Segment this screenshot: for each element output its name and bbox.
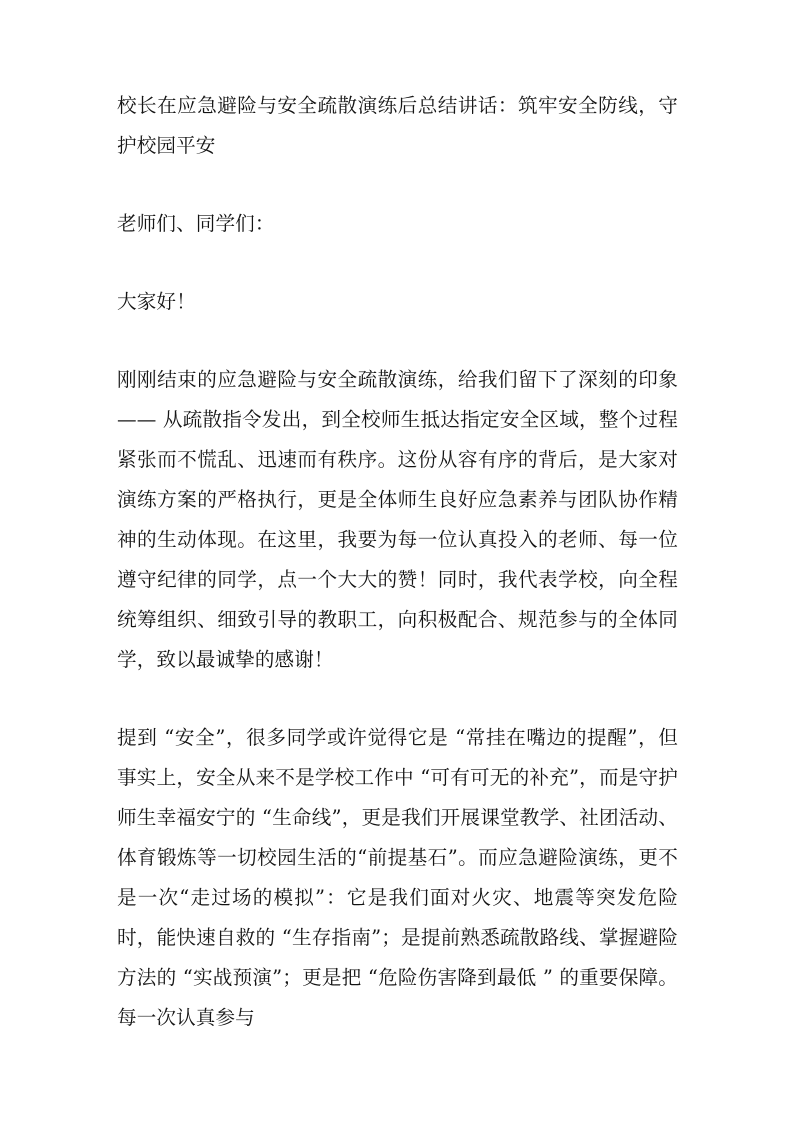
greeting-line: 大家好！ <box>117 290 196 313</box>
body-paragraph-2: 提到 “安全”，很多同学或许觉得它是 “常挂在嘴边的提醒”，但事实上，安全从来不是学校工作中 “可有可无的补充”，而是守护师生幸福安宁的 “生命线”，更是我们开展课堂教学、社团活动、体育锻炼等一切校园生活的“前提基石”。而应急避险演练，更不是一次“走过场的模拟”：它是我们面对火灾、地震等突发危险时，能快速自救的 “生存指南”；是提前熟悉疏散路线、掌握避险方法的 “实战预演”；更是把 “危险伤害降到最低 ” 的重要保障。每一次认真参与 <box>117 726 678 1029</box>
salutation-line: 老师们、同学们： <box>117 212 275 235</box>
body-paragraph-1: 刚刚结束的应急避险与安全疏散演练，给我们留下了深刻的印象 —— 从疏散指令发出，到全校师生抵达指定安全区域，整个过程紧张而不慌乱、迅速而有秩序。这份从容有序的背后，是大家对演练方案的严格执行，更是全体师生良好应急素养与团队协作精神的生动体现。在这里，我要为每一位认真投入的老师、每一位遵守纪律的同学，点一个大大的赞！同时，我代表学校，向全程统筹组织、细致引导的教职工，向积极配合、规范参与的全体同学，致以最诚挚的感谢！ <box>117 368 678 671</box>
document-body <box>117 86 678 1038</box>
document-title: 校长在应急避险与安全疏散演练后总结讲话：筑牢安全防线，守护校园平安 <box>117 94 678 157</box>
